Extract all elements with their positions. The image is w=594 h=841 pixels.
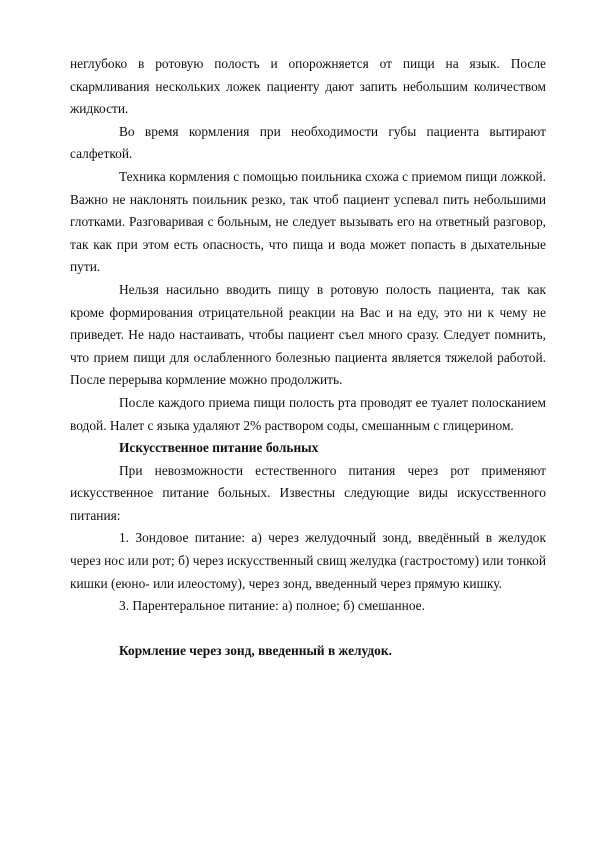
section-heading-artificial-nutrition: Искусственное питание больных [119,440,319,456]
document-body [70,53,546,663]
paragraph-oral-care: После каждого приема пищи полость рта проводят ее туалет полосканием водой. Налет с языка удаляют 2% раствором соды, смешанным с глицерином. [70,394,546,433]
blank-line [70,618,546,641]
paragraph-continuation: неглубоко в ротовую полость и опорожняется от пищи на язык. После скармливания нескольких ложек пациенту дают запить небольшим количеством жидкости. [70,56,546,117]
paragraph-tube-feeding: 1. Зондовое питание: а) через желудочный зонд, введённый в желудок через нос или рот; б) через искусственный свищ желудка (гастростому) или тонкой кишки (еюно- или илеостому), через зонд, введенный через прямую кишку. [70,530,546,591]
paragraph-artificial-nutrition-intro: При невозможности естественного питания через рот применяют искусственное питание больных. Известны следующие виды искусственного питания: [70,462,546,523]
paragraph-drinking-cup: Техника кормления с помощью поильника схожа с приемом пищи ложкой. Важно не наклонять поильник резко, так чтоб пациент успевал пить небольшими глотками. Разговаривая с больным, не следует вызывать его на ответный разговор, так как при этом есть опасность, что пища и вода может попасть в дыхательные пути. [70,168,546,275]
paragraph-napkin: Во время кормления при необходимости губы пациента вытирают салфеткой. [70,123,546,162]
paragraph-parenteral: 3. Парентеральное питание: а) полное; б) смешанное. [119,598,425,614]
section-heading-tube-feeding: Кормление через зонд, введенный в желудок. [119,643,392,659]
paragraph-no-force-feeding: Нельзя насильно вводить пищу в ротовую полость пациента, так как кроме формирования отрицательной реакции на Вас и на еду, это ни к чему не приведет. Не надо настаивать, чтобы пациент съел много сразу. Следует помнить, что прием пищи для ослабленного болезнью пациента является тяжелой работой. После перерыва кормление можно продолжить. [70,281,546,388]
